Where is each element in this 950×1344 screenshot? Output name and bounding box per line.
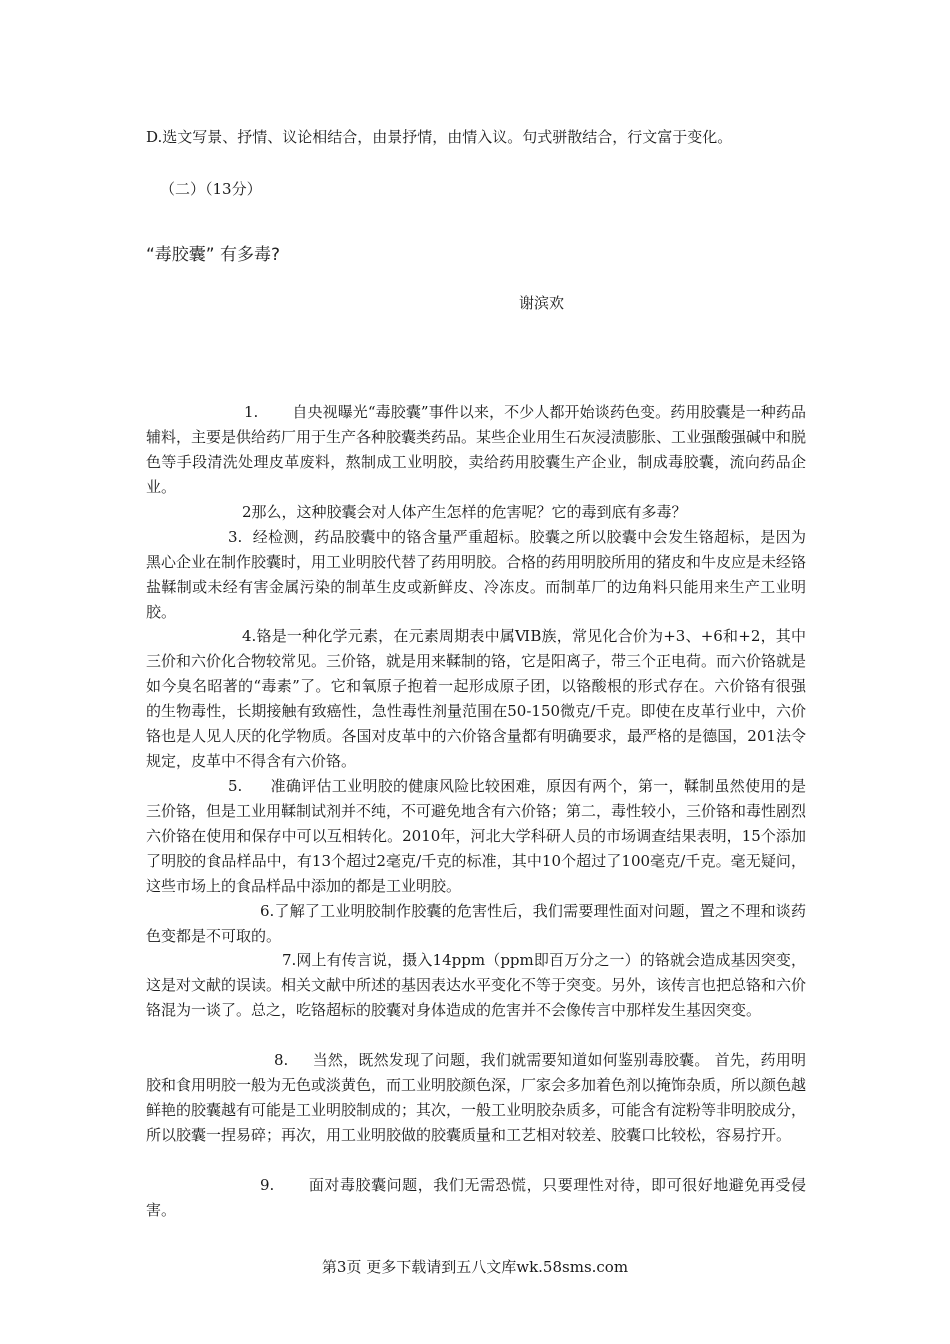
paragraph-number: 6. [260, 902, 275, 920]
paragraph-number: 1. [244, 403, 259, 421]
paragraph-text: 经检测，药品胶囊中的铬含量严重超标。胶囊之所以胶囊中会发生铬超标，是因为黑心企业在制作胶囊时，用工业明胶代替了药用明胶。合格的药用明胶所用的猪皮和牛皮应是未经铬盐鞣制或未经有害金属污染的制革生皮或新鲜皮、冷冻皮。而制革厂的边角料只能用来生产工业明胶。 [146, 528, 807, 621]
paragraph-number: 8. [274, 1051, 289, 1069]
paragraph-text: 网上有传言说，摄入14ppm（ppm即百万分之一）的铬就会造成基因突变，这是对文献的误读。相关文献中所述的基因表达水平变化不等于突变。另外，该传言也把总铬和六价铬混为一谈了。总之，吃铬超标的胶囊对身体造成的危害并不会像传言中那样发生基因突变。 [146, 951, 807, 1019]
paragraph-text: 自央视曝光“毒胶囊”事件以来，不少人都开始谈药色变。药用胶囊是一种药品辅料，主要是供给药厂用于生产各种胶囊类药品。某些企业用生石灰浸渍膨胀、工业强酸强碱中和脱色等手段清洗处理皮革废料，熬制成工业明胶，卖给药用胶囊生产企业，制成毒胶囊，流向药品企业。 [146, 403, 807, 496]
paragraph-number: 9. [260, 1176, 275, 1194]
paragraph-7 [146, 948, 806, 1023]
paragraph-text: 了解了工业明胶制作胶囊的危害性后，我们需要理性面对问题，置之不理和谈药色变都是不可取的。 [146, 902, 806, 945]
paragraph-text: 铬是一种化学元素，在元素周期表中属ⅥB族，常见化合价为+3、+6和+2，其中三价和六价化合物较常见。三价铬，就是用来鞣制的铬，它是阳离子，带三个正电荷。而六价铬就是如今臭名昭著的“毒素”了。它和氧原子抱着一起形成原子团，以铬酸根的形式存在。六价铬有很强的生物毒性，长期接触有致癌性，急性毒性剂量范围在50-150微克/千克。即使在皮革行业中，六价铬也是人见人厌的化学物质。各国对皮革中的六价铬含量都有明确要求，最严格的是德国，201法令规定，皮革中不得含有六价铬。 [146, 627, 807, 770]
paragraph-5 [146, 774, 806, 899]
paragraph-number: 5. [228, 777, 243, 795]
paragraph-text: 准确评估工业明胶的健康风险比较困难，原因有两个，第一，鞣制虽然使用的是三价铬，但是工业用鞣制试剂并不纯，不可避免地含有六价铬；第二，毒性较小，三价铬和毒性剧烈六价铬在使用和保存中可以互相转化。2010年，河北大学科研人员的市场调查结果表明，15个添加了明胶的食品样品中，有13个超过2毫克/千克的标准，其中10个超过了100毫克/千克。毫无疑问，这些市场上的食品样品中添加的都是工业明胶。 [146, 777, 807, 895]
paragraph-4 [146, 624, 806, 774]
article-author: 谢滨欢 [519, 294, 565, 312]
paragraph-8 [146, 1048, 806, 1148]
paragraph-number: 7. [282, 951, 297, 969]
paragraph-text: 当然，既然发现了问题，我们就需要知道如何鉴别毒胶囊。 首先，药用明胶和食用明胶一般为无色或淡黄色，而工业明胶颜色深，厂家会多加着色剂以掩饰杂质，所以颜色越鲜艳的胶囊越有可能是工业明胶制成的；其次，一般工业明胶杂质多，可能含有淀粉等非明胶成分，所以胶囊一捏易碎；再次，用工业明胶做的胶囊质量和工艺相对较差、胶囊口比较松，容易拧开。 [146, 1051, 807, 1144]
paragraph-2 [146, 500, 806, 525]
article-title: “毒胶囊” 有多毒? [146, 245, 281, 265]
page-footer: 第3页 更多下载请到五八文库wk.58sms.com [321, 1258, 629, 1276]
paragraph-3 [146, 525, 806, 625]
paragraph-text: 那么，这种胶囊会对人体产生怎样的危害呢？它的毒到底有多毒？ [251, 503, 687, 521]
paragraph-text: 面对毒胶囊问题，我们无需恐慌，只要理性对待，即可很好地避免再受侵害。 [146, 1176, 806, 1219]
paragraph-1 [146, 400, 806, 500]
intro-line: D.选文写景、抒情、议论相结合，由景抒情，由情入议。句式骈散结合，行文富于变化。 [146, 128, 733, 146]
section-label: （二）（13分） [160, 180, 262, 198]
paragraph-number: 3. [228, 528, 243, 546]
paragraph-number: 4. [242, 627, 257, 645]
paragraph-number: 2 [242, 503, 252, 521]
paragraph-9 [146, 1173, 806, 1223]
paragraph-6 [146, 899, 806, 949]
